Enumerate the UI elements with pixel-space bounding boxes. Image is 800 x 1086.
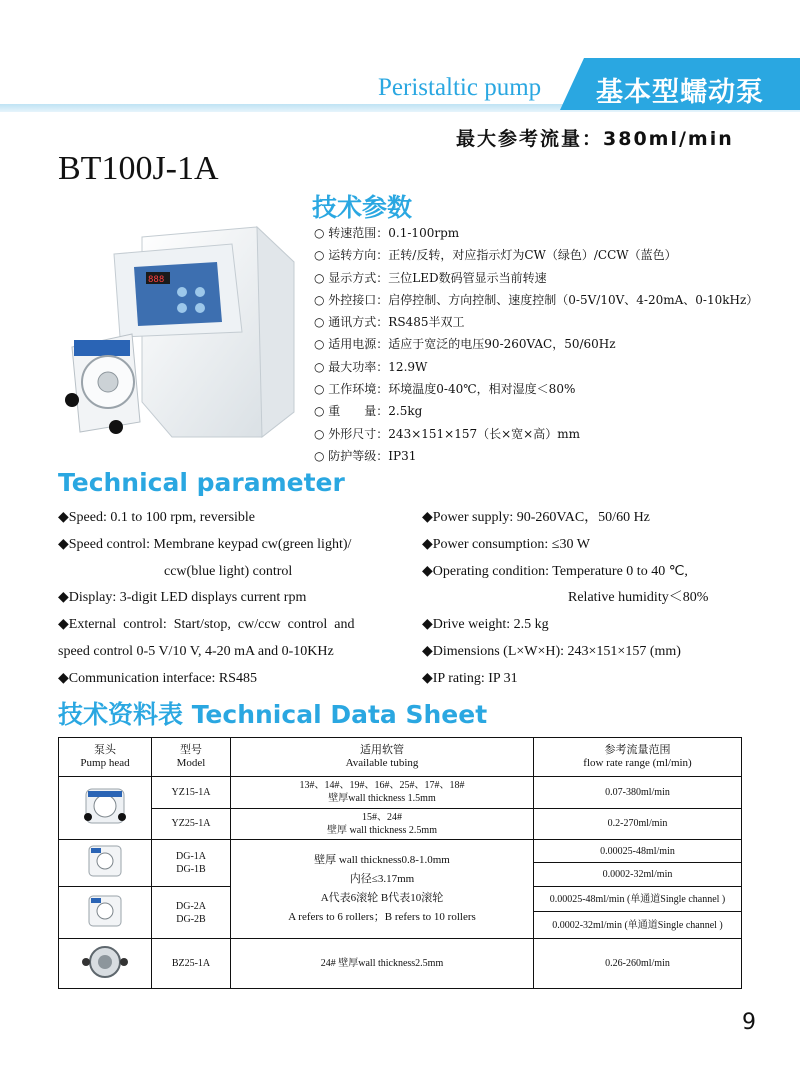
col-header-tubing: 适用软管 Available tubing <box>231 738 534 777</box>
table-header-row <box>59 738 742 777</box>
pump-head-image-yz <box>59 777 152 839</box>
spec-en-item: Relative humidity＜80% <box>568 590 709 606</box>
spec-en-item: ◆Speed: 0.1 to 100 rpm, reversible <box>58 510 256 525</box>
tech-params-cn-title: 技术参数 <box>312 193 413 222</box>
tubing-cell-dg: 壁厚 wall thickness0.8-1.0mm 内径≤3.17mm A代表6滚轮 B代表10滚轮 A refers to 6 rollers；B refers to 10 rollers <box>231 839 534 939</box>
table-row <box>59 839 742 863</box>
pump-head-image-dg2 <box>59 887 152 939</box>
model-cell: DG-1A DG-1B <box>152 839 231 887</box>
spec-en-item: ◆Speed control: Membrane keypad cw(green light)/ <box>58 536 352 552</box>
spec-en-item: ◆Display: 3-digit LED displays current rpm <box>58 590 307 606</box>
max-flow-label: 最大参考流量：380ml/min <box>456 128 734 150</box>
spec-cn-item: ○ 运转方向：正转/反转，对应指示灯为CW（绿色）/CCW（蓝色） <box>314 244 758 266</box>
spec-cn-item: ○ 最大功率：12.9W <box>314 356 758 378</box>
spec-en-item: ◆Drive weight: 2.5 kg <box>422 617 549 633</box>
table-row <box>59 808 742 839</box>
flow-cell: 0.07-380ml/min <box>534 777 742 808</box>
table-row <box>59 777 742 808</box>
pump-head-yz-icon <box>82 783 128 829</box>
flow-cell: 0.0002-32ml/min (单通道Single channel ) <box>534 912 742 939</box>
tech-params-en-right <box>422 505 752 693</box>
spec-en-item: ◆IP rating: IP 31 <box>422 670 518 686</box>
header-title-en: Peristaltic pump <box>378 74 542 101</box>
spec-cn-item: ○ 适用电源：适应于宽泛的电压90-260VAC，50/60Hz <box>314 333 758 355</box>
col-header-flow: 参考流量范围 flow rate range (ml/min) <box>534 738 742 777</box>
col-header-pump-head: 泵头 Pump head <box>59 738 152 777</box>
spec-cn-item: ○ 外控接口：启停控制、方向控制、速度控制（0-5V/10V、4-20mA、0-10kHz） <box>314 289 758 311</box>
spec-cn-item: ○ 转速范围：0.1-100rpm <box>314 222 758 244</box>
spec-en-item: ccw(blue light) control <box>164 563 293 579</box>
flow-cell: 0.0002-32ml/min <box>534 863 742 887</box>
spec-en-item: ◆Power consumption: ≤30 W <box>422 536 590 552</box>
spec-en-item: ◆Operating condition: Temperature 0 to 40 ℃, <box>422 563 688 579</box>
pump-head-dg1-icon <box>85 842 125 880</box>
spec-cn-item: ○ 通讯方式：RS485半双工 <box>314 311 758 333</box>
tech-params-en-title: Technical parameter <box>58 468 345 497</box>
pump-product-image <box>62 222 302 447</box>
spec-cn-item: ○ 工作环境：环境温度0-40℃，相对湿度＜80% <box>314 378 758 400</box>
pump-head-dg2-icon <box>85 892 125 930</box>
tubing-cell: 15#、24# 壁厚 wall thickness 2.5mm <box>231 808 534 839</box>
spec-en-item: ◆Power supply: 90-260VAC，50/60 Hz <box>422 510 650 525</box>
data-sheet-table <box>58 737 742 989</box>
tubing-cell: 13#、14#、19#、16#、25#、17#、18# 壁厚wall thickness 1.5mm <box>231 777 534 808</box>
model-title: BT100J-1A <box>58 150 219 187</box>
model-cell: YZ15-1A <box>152 777 231 808</box>
spec-cn-item: ○ 外形尺寸：243×151×157（长×宽×高）mm <box>314 423 758 445</box>
tubing-cell: 24# 壁厚wall thickness2.5mm <box>231 939 534 989</box>
data-sheet-title: 技术资料表 Technical Data Sheet <box>58 700 488 729</box>
spec-cn-item: ○ 重 量：2.5kg <box>314 400 758 422</box>
spec-en-item: ◆External control: Start/stop, cw/ccw control and <box>58 617 355 633</box>
spec-cn-item: ○ 显示方式：三位LED数码管显示当前转速 <box>314 267 758 289</box>
model-cell: YZ25-1A <box>152 808 231 839</box>
svg-text:888: 888 <box>148 275 165 285</box>
flow-cell: 0.00025-48ml/min <box>534 839 742 863</box>
col-header-model: 型号 Model <box>152 738 231 777</box>
table-row <box>59 939 742 989</box>
page-number: 9 <box>742 1010 756 1035</box>
pump-head-image-dg1 <box>59 839 152 887</box>
pump-head-image-bz <box>59 939 152 989</box>
flow-cell: 0.00025-48ml/min (单通道Single channel ) <box>534 887 742 912</box>
flow-cell: 0.26-260ml/min <box>534 939 742 989</box>
tech-params-en-left <box>58 505 398 693</box>
spec-en-item: ◆Dimensions (L×W×H): 243×151×157 (mm) <box>422 643 681 659</box>
model-cell: DG-2A DG-2B <box>152 887 231 939</box>
spec-en-item: speed control 0-5 V/10 V, 4-20 mA and 0-10KHz <box>58 643 334 659</box>
model-cell: BZ25-1A <box>152 939 231 989</box>
spec-en-item: ◆Communication interface: RS485 <box>58 670 257 686</box>
pump-head-bz-icon <box>80 942 130 982</box>
spec-cn-item: ○ 防护等级：IP31 <box>314 445 758 467</box>
flow-cell: 0.2-270ml/min <box>534 808 742 839</box>
tech-params-cn-list <box>314 222 758 467</box>
header-title-cn: 基本型蠕动泵 <box>596 77 764 108</box>
